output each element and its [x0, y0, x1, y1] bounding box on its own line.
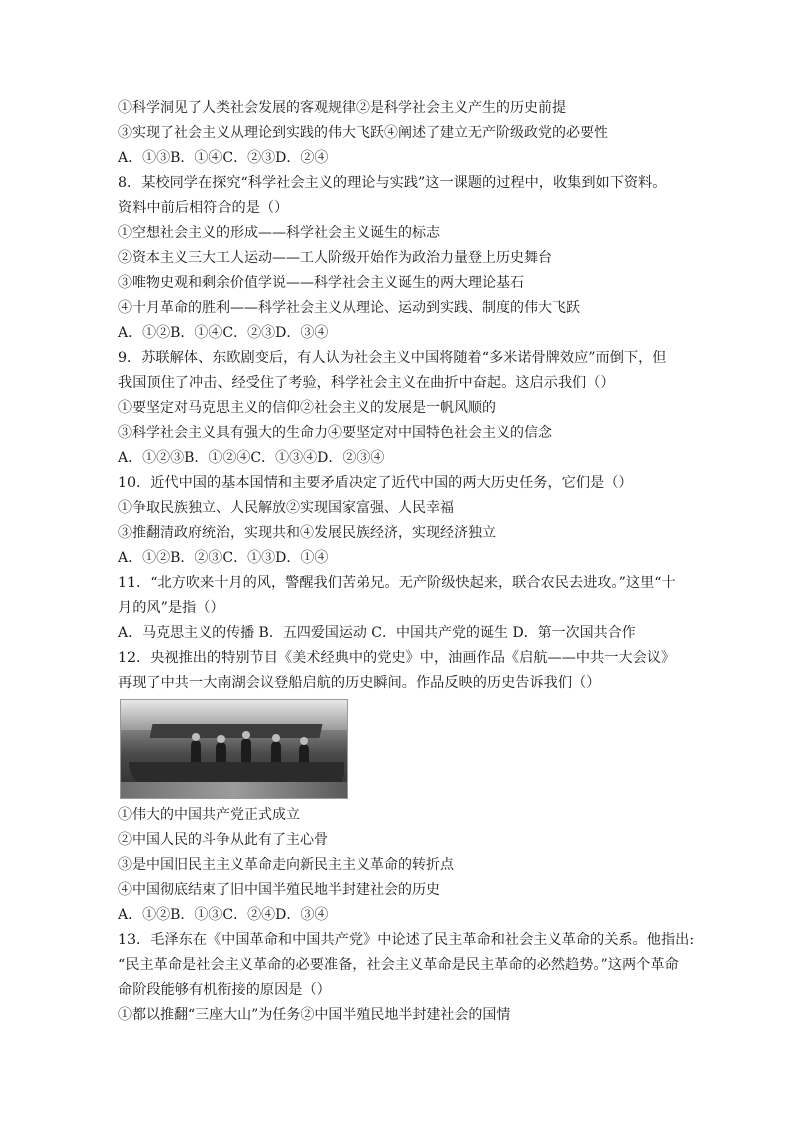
answer-choices: A．①③B．①④C．②③D．②④: [118, 150, 329, 166]
option-line: ③科学社会主义具有强大的生命力④要坚定对中国特色社会主义的信念: [118, 425, 552, 441]
question-stem: 11．“北方吹来十月的风，警醒我们苦弟兄。无产阶级快起来，联合农民去进攻。”这里“十: [118, 575, 676, 591]
question-stem: 再现了中共一大南湖会议登船启航的历史瞬间。作品反映的历史告诉我们（）: [118, 675, 601, 691]
figure-head: [217, 735, 225, 743]
figure-head: [192, 733, 200, 741]
question-stem: 命阶段能够有机衔接的原因是（）: [118, 982, 331, 998]
question-stem: 13．毛泽东在《中国革命和中国共产党》中论述了民主革命和社会主义革命的关系。他指出:: [118, 932, 695, 948]
question-8: [118, 171, 688, 346]
answer-choices: A．马克思主义的传播 B．五四爱国运动 C．中国共产党的诞生 D．第一次国共合作: [118, 625, 636, 641]
question-10: [118, 471, 688, 571]
question-stem: 月的风”是指（）: [118, 600, 225, 616]
option-line: ①空想社会主义的形成——科学社会主义诞生的标志: [118, 225, 440, 241]
question-12: [118, 646, 688, 928]
figure-head: [272, 734, 280, 742]
option-line: ④十月革命的胜利——科学社会主义从理论、运动到实践、制度的伟大飞跃: [118, 300, 580, 316]
answer-choices: A．①②B．②③C．①③D．①④: [118, 550, 329, 566]
option-line: ②中国人民的斗争从此有了主心骨: [118, 832, 328, 848]
option-line: ①争取民族独立、人民解放②实现国家富强、人民幸福: [118, 500, 454, 516]
option-line: ①伟大的中国共产党正式成立: [118, 807, 300, 823]
question-stem: 8．某校同学在探究“科学社会主义的理论与实践”这一课题的过程中，收集到如下资料。: [118, 175, 667, 191]
answer-choices: A．①②B．①③C．②④D．③④: [118, 907, 329, 923]
option-line: ①都以推翻“三座大山”为任务②中国半殖民地半封建社会的国情: [118, 1007, 511, 1023]
question-stem: 资料中前后相符合的是（）: [118, 200, 289, 216]
oil-painting-image: [120, 699, 348, 799]
option-line: ②资本主义三大工人运动——工人阶级开始作为政治力量登上历史舞台: [118, 250, 552, 266]
question-11: [118, 571, 688, 646]
boat-canopy: [150, 724, 323, 738]
option-line: ①要坚定对马克思主义的信仰②社会主义的发展是一帆风顺的: [118, 400, 496, 416]
question-stem: 9．苏联解体、东欧剧变后，有人认为社会主义中国将随着“多米诺骨牌效应”而倒下，但: [118, 350, 667, 366]
question-13: [118, 928, 695, 1028]
exam-page: [118, 96, 695, 1028]
option-line: ④中国彻底结束了旧中国半殖民地半封建社会的历史: [118, 882, 440, 898]
answer-choices: A．①②B．①④C．②③D．③④: [118, 325, 329, 341]
option-line: ③实现了社会主义从理论到实践的伟大飞跃④阐述了建立无产阶级政党的必要性: [118, 125, 608, 141]
question-stem: “民主革命是社会主义革命的必要准备，社会主义革命是民主革命的必然趋势。”这两个革命: [118, 957, 679, 973]
figure-head: [300, 737, 308, 745]
option-line: ①科学洞见了人类社会发展的客观规律②是科学社会主义产生的历史前提: [118, 100, 566, 116]
option-line: ③唯物史观和剩余价值学说——科学社会主义诞生的两大理论基石: [118, 275, 524, 291]
question-stem: 12．央视推出的特别节目《美术经典中的党史》中，油画作品《启航——中共一大会议》: [118, 650, 676, 666]
option-line: ③是中国旧民主主义革命走向新民主主义革命的转折点: [118, 857, 454, 873]
question-9: [118, 346, 688, 471]
option-line: ③推翻清政府统治，实现共和④发展民族经济，实现经济独立: [118, 525, 496, 541]
figure-head: [242, 731, 250, 739]
question-stem: 10．近代中国的基本国情和主要矛盾决定了近代中国的两大历史任务，它们是（）: [118, 475, 633, 491]
question-stem: 我国顶住了冲击、经受住了考验，科学社会主义在曲折中奋起。这启示我们（）: [118, 375, 615, 391]
lake-water: [121, 782, 347, 798]
answer-choices: A．①②③B．①②④C．①③④D．②③④: [118, 450, 385, 466]
